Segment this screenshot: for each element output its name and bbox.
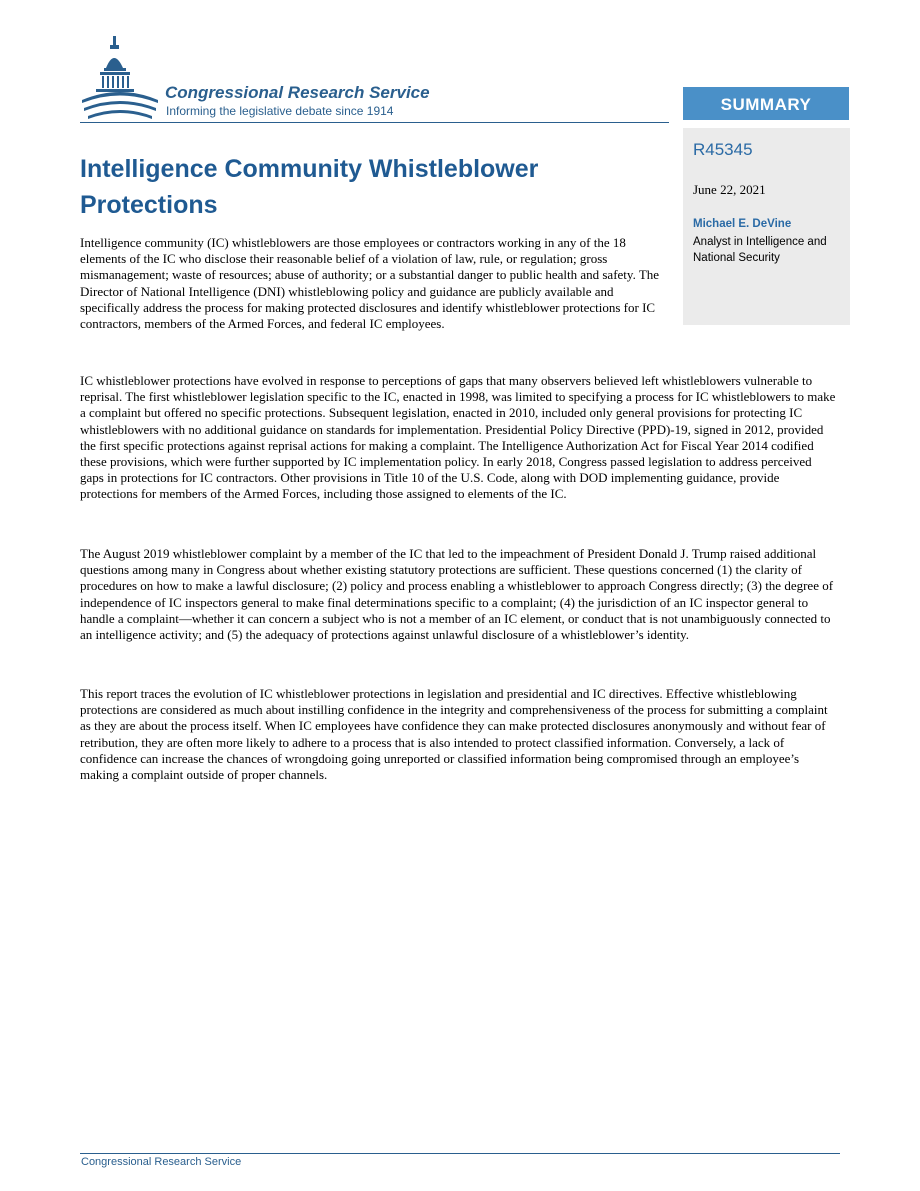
summary-sidebar bbox=[683, 128, 850, 325]
org-tagline: Informing the legislative debate since 1914 bbox=[166, 104, 394, 118]
report-date: June 22, 2021 bbox=[693, 182, 766, 197]
header-divider bbox=[80, 122, 669, 123]
crs-logo bbox=[80, 34, 480, 124]
author-name: Michael E. DeVine bbox=[693, 218, 792, 230]
summary-paragraph: The August 2019 whistleblower complaint by a member of the IC that led to the impeachment of President Donald J. Trump raised additional questions among many in Congress about whether existing statutory protections are sufficient. These questions concerned (1) the clarity of procedures on how to make a lawful disclosure; (2) policy and process enabling a whistleblower to approach Congress directly; (3) the degree of independence of IC inspectors general to make final determinations specific to a complaint; (4) the jurisdiction of an IC inspector general to handle a complaint—whether it can concern a subject who is not a member of an IC element, or conduct that is not unambiguously connected to an intelligence activity; and (5) the adequacy of protections against unlawful disclosure of a whistleblower’s identity. bbox=[80, 546, 834, 643]
capitol-dome-icon bbox=[80, 34, 164, 124]
org-name: Congressional Research Service bbox=[165, 83, 430, 102]
footer-divider bbox=[80, 1153, 840, 1154]
report-number: R45345 bbox=[693, 140, 753, 159]
summary-paragraph: This report traces the evolution of IC whistleblower protections in legislation and presidential and IC directives. Effective whistleblowing protections are considered as much about instilling confidence in the integrity and comprehensiveness of the process for submitting a complaint as they are about the process itself. When IC employees have confidence they can make protected disclosures anonymously and without fear of retribution, they are often more likely to adhere to a process that is also intended to protect classified information. Conversely, a lack of confidence can increase the chances of wrongdoing going unreported or classified information being compromised through an employee’s making a complaint outside of proper channels. bbox=[80, 686, 828, 783]
page-title: Intelligence Community Whistleblower Protections bbox=[80, 155, 539, 219]
summary-paragraph: Intelligence community (IC) whistleblowers are those employees or contractors working in any of the 18 elements of the IC who disclose their reasonable belief of a violation of law, rule, or regulation; gross mismanagement; waste of resources; abuse of authority; or a substantial danger to public health and safety. The Director of National Intelligence (DNI) whistleblowing policy and guidance are publicly available and specifically address the process for making protected disclosures and identify whistleblower protections for IC contractors, members of the Armed Forces, and federal IC employees. bbox=[80, 235, 660, 332]
footer-text: Congressional Research Service bbox=[81, 1156, 242, 1168]
summary-paragraph: IC whistleblower protections have evolved in response to perceptions of gaps that many observers believed left whistleblowers vulnerable to reprisal. The first whistleblower legislation specific to the IC, enacted in 1998, was limited to specifying a process for IC whistleblowers to make a complaint but offered no specific protections. Subsequent legislation, enacted in 2010, included only general provisions for protecting IC whistleblowers with no additional guidance on standards for implementation. Presidential Policy Directive (PPD)-19, signed in 2012, provided the first specific protections against reprisal actions for making a complaint. The Intelligence Authorization Act for Fiscal Year 2014 codified these provisions, which were further supported by IC implementation policy. In early 2018, Congress passed legislation to address perceived gaps in protections for IC contractors. Other provisions in Title 10 of the U.S. Code, along with DOD implementing guidance, provide protections for members of the Armed Forces, including those assigned to elements of the IC. bbox=[80, 373, 836, 502]
summary-heading: SUMMARY bbox=[683, 87, 849, 120]
author-title: Analyst in Intelligence and National Security bbox=[693, 236, 827, 264]
